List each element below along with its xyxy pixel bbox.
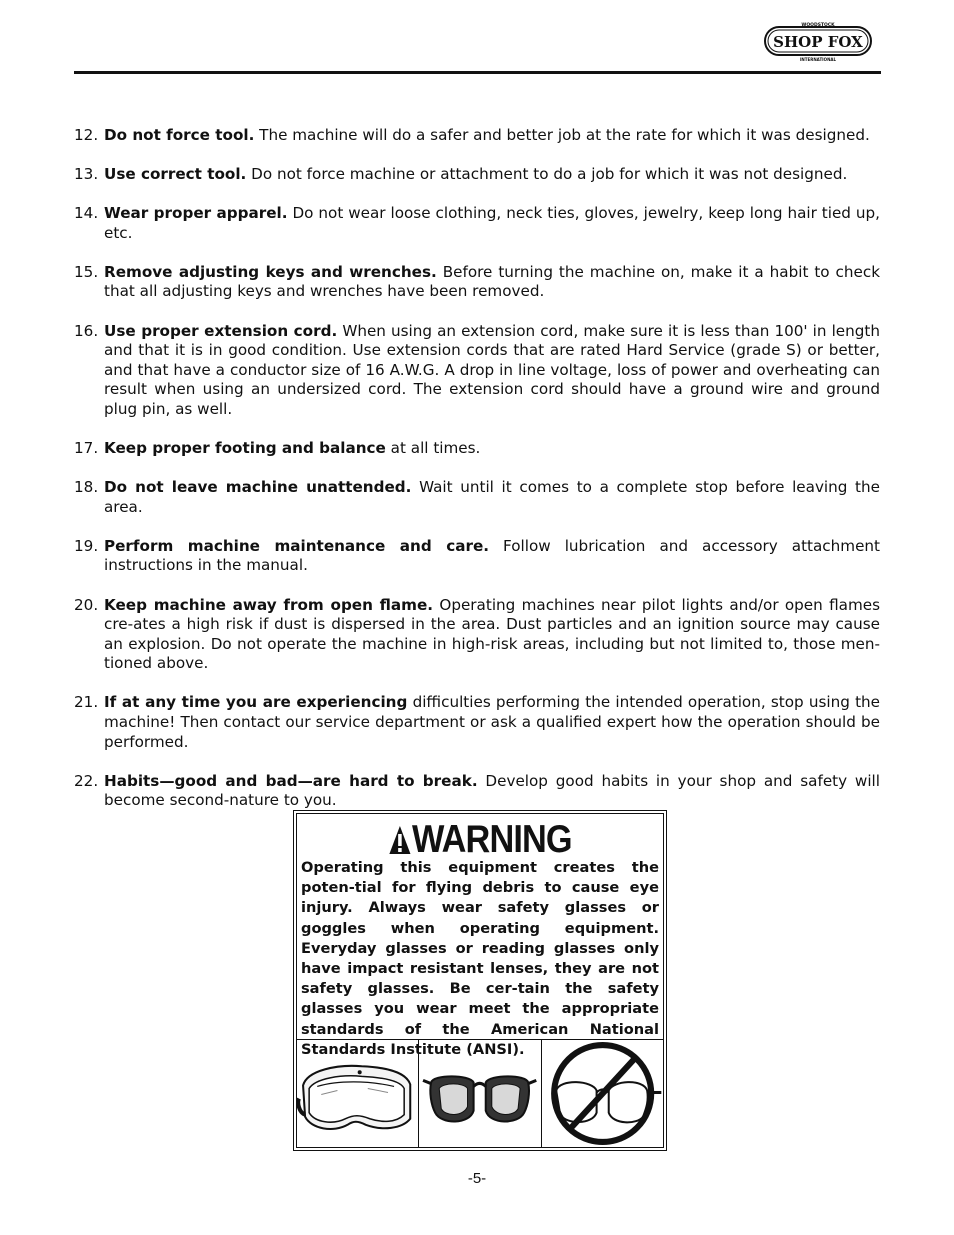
page-number: -5- [467,1170,487,1187]
item-text: Develop good habits in your shop and safety will become second-nature to you. [104,771,881,810]
list-item [74,693,880,752]
item-text: The machine will do a safer and better job at the rate for which it was designed. [254,126,870,144]
item-number: 20. [74,595,99,614]
item-text: Wait until it comes to a complete stop before leaving the area. [104,478,880,516]
item-title: Keep proper footing and balance [104,439,386,458]
list-item [74,165,880,185]
warning-title: WARNING [412,818,572,861]
shop-fox-logo [764,18,872,64]
item-title: Use correct tool. [104,165,247,184]
safety-list [74,126,880,830]
item-text: difficulties performing the intended operation, stop using the machine! Then contact our service department or ask a qualified expert how the operation should be performed. [104,693,880,751]
safety-glasses-icon [419,1040,540,1147]
warning-images [297,1039,663,1147]
item-number: 12. [74,126,99,144]
item-title: Habits—good and bad—are hard to break. [104,771,478,790]
list-item [74,772,880,811]
item-number: 13. [74,165,99,184]
item-text: Operating machines near pilot lights and/or open flames cre-ates a high risk if dust is dispersed in the area. Dust particles and an ignition source may cause an explosion. Do not operate the machine in high-risk areas, including but not limited to, those men-tioned above. [104,595,880,673]
no-regular-glasses-image [542,1040,663,1147]
item-title: Do not force tool. [104,126,255,144]
item-title: Keep machine away from open flame. [104,595,434,614]
item-number: 16. [74,321,99,340]
item-title: Wear proper apparel. [104,204,288,223]
logo-small-bottom: INTERNATIONAL [799,57,837,62]
item-text: Follow lubrication and accessory attachment instructions in the manual. [104,536,880,575]
item-number: 22. [74,771,99,790]
item-number: 19. [74,536,99,555]
list-item [74,263,880,302]
logo-text: SHOP FOX [773,33,863,51]
item-text: When using an extension cord, make sure it is less than 100' in length and that it is in good condition. Use extension cords that are rated Hard Service (grade S) or better, and that have a conductor size of 16 A.W.G. A drop in line voltage, loss of power and overheating can result when using an undersized cord. The extension cord should have a ground wire and ground plug pin, as well. [104,321,880,418]
logo-small-top: WOODSTOCK [801,23,835,28]
item-title: If at any time you are experiencing [104,693,408,712]
item-title: Remove adjusting keys and wrenches. [104,262,437,281]
item-text: Do not wear loose clothing, neck ties, gloves, jewelry, keep long hair tied up, etc. [104,204,880,242]
warning-box [293,810,667,1151]
item-number: 15. [74,262,99,281]
item-title: Perform machine maintenance and care. [104,536,490,555]
header-rule [74,71,881,74]
item-title: Use proper extension cord. [104,321,338,340]
no-eyeglasses-icon [542,1040,663,1147]
warning-text: Operating this equipment creates the poten-tial for flying debris to cause eye injury. Always wear safety glasses or goggles when operating equipment. Everyday glasses or reading glasses only have impact resistant lenses, they are not safety glasses. Be cer-tain the safety glasses you wear meet the appropriate standards of the American National Standards Institute (ANSI). [301,859,659,1058]
item-number: 14. [74,204,99,223]
list-item [74,439,880,459]
safety-goggles-icon [297,1040,418,1147]
safety-glasses-image [419,1040,541,1147]
warning-header [319,820,641,860]
list-item [74,204,880,243]
warning-triangle-icon [388,825,411,855]
item-text: at all times. [385,439,481,458]
item-number: 17. [74,439,99,458]
item-title: Do not leave machine unattended. [104,478,412,497]
item-number: 18. [74,478,99,497]
item-text: Do not force machine or attachment to do a job for which it was not designed. [246,165,848,184]
item-text: Before turning the machine on, make it a habit to check that all adjusting keys and wrenches have been removed. [104,262,880,301]
warning-inner-frame [296,813,664,1148]
item-number: 21. [74,693,99,712]
safety-goggles-image [297,1040,419,1147]
list-item [74,537,880,576]
list-item [74,596,880,674]
list-item [74,478,880,517]
list-item [74,126,880,146]
list-item [74,322,880,420]
